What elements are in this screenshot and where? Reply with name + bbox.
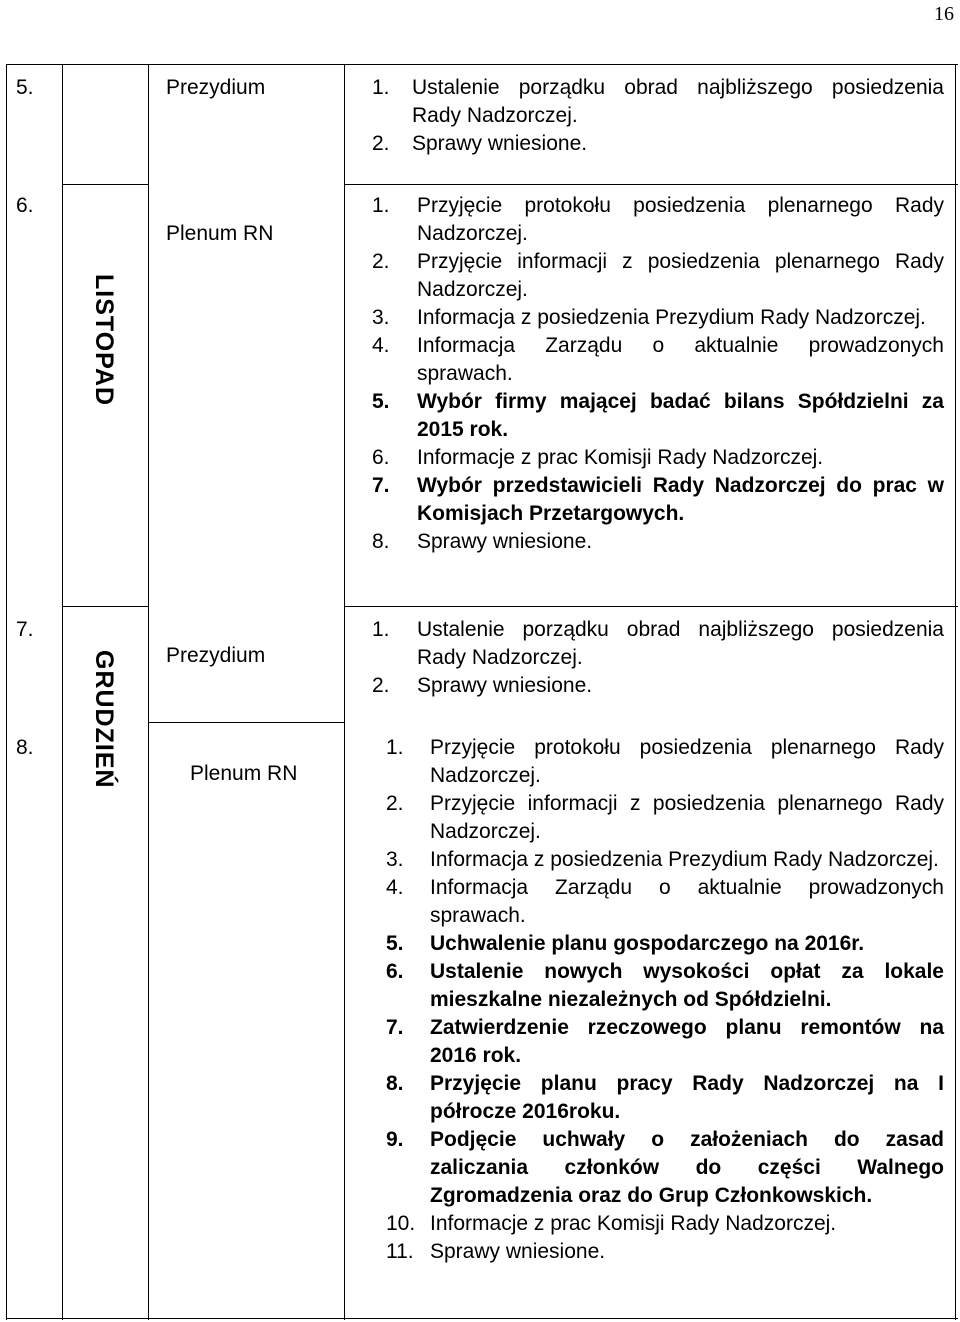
agenda-item: 3. Informacja z posiedzenia Prezydium Rady Nadzorczej. [386, 848, 939, 871]
column-divider [62, 64, 63, 1320]
agenda-item: 2. Przyjęcie informacji z posiedzenia plenarnego Rady Nadzorczej. [386, 792, 944, 843]
agenda-list [372, 616, 944, 700]
column-divider [344, 64, 345, 1320]
agenda-item: 7. Zatwierdzenie rzeczowego planu remontów na 2016 rok. [386, 1016, 944, 1067]
agenda-item: 8. Przyjęcie planu pracy Rady Nadzorczej na I półrocze 2016roku. [386, 1072, 944, 1123]
table-right-border [955, 64, 956, 1320]
agenda-item: 3. Informacja z posiedzenia Prezydium Rady Nadzorczej. [372, 306, 926, 329]
agenda-item: 4. Informacja Zarządu o aktualnie prowadzonych sprawach. [372, 334, 944, 385]
agenda-list [372, 74, 944, 158]
agenda-item: 6. Informacje z prac Komisji Rady Nadzorczej. [372, 446, 824, 469]
page-number: 16 [934, 3, 954, 25]
agenda-list [386, 734, 944, 1266]
agenda-item: 1. Przyjęcie protokołu posiedzenia plenarnego Rady Nadzorczej. [386, 736, 944, 787]
meeting-body: Plenum RN [190, 762, 298, 785]
row-number: 6. [16, 194, 34, 217]
row-divider [148, 722, 344, 723]
row-number: 8. [16, 736, 34, 759]
agenda-item: 7. Wybór przedstawicieli Rady Nadzorczej do prac w Komisjach Przetargowych. [372, 474, 944, 525]
month-label: LISTOPAD [90, 274, 118, 407]
agenda-item: 2. Sprawy wniesione. [372, 674, 593, 697]
row-divider [344, 606, 958, 607]
agenda-item: 9. Podjęcie uchwały o założeniach do zasad zaliczania członków do części Walnego Zgromadzenia oraz do Grup Członkowskich. [386, 1128, 944, 1207]
agenda-item: 2. Przyjęcie informacji z posiedzenia plenarnego Rady Nadzorczej. [372, 250, 944, 301]
schedule-table [0, 64, 958, 1320]
agenda-item: 8. Sprawy wniesione. [372, 530, 593, 553]
row-number: 5. [16, 76, 34, 99]
agenda-list [372, 192, 944, 556]
table-left-border [6, 64, 7, 1320]
agenda-item: 4. Informacja Zarządu o aktualnie prowadzonych sprawach. [386, 876, 944, 927]
agenda-item: 5. Uchwalenie planu gospodarczego na 2016r. [386, 932, 865, 955]
agenda-item: 1. Przyjęcie protokołu posiedzenia plenarnego Rady Nadzorczej. [372, 194, 944, 245]
agenda-item: 1. Ustalenie porządku obrad najbliższego posiedzenia Rady Nadzorczej. [372, 618, 944, 669]
column-divider [148, 64, 149, 1320]
row-divider [344, 184, 958, 185]
agenda-item: 6. Ustalenie nowych wysokości opłat za lokale mieszkalne niezależnych od Spółdzielni. [386, 960, 944, 1011]
row-number: 7. [16, 618, 34, 641]
meeting-body: Prezydium [166, 644, 266, 667]
meeting-body: Prezydium [166, 76, 266, 99]
row-divider [62, 606, 148, 607]
agenda-item: 1. Ustalenie porządku obrad najbliższego posiedzenia Rady Nadzorczej. [372, 76, 944, 127]
agenda-item: 2. Sprawy wniesione. [372, 132, 588, 155]
row-divider [62, 184, 148, 185]
agenda-item: 10. Informacje z prac Komisji Rady Nadzorczej. [386, 1212, 837, 1235]
meeting-body: Plenum RN [166, 222, 274, 245]
agenda-item: 11. Sprawy wniesione. [386, 1240, 606, 1263]
agenda-item: 5. Wybór firmy mającej badać bilans Spółdzielni za 2015 rok. [372, 390, 944, 441]
month-label: GRUDZIEŃ [90, 650, 118, 789]
